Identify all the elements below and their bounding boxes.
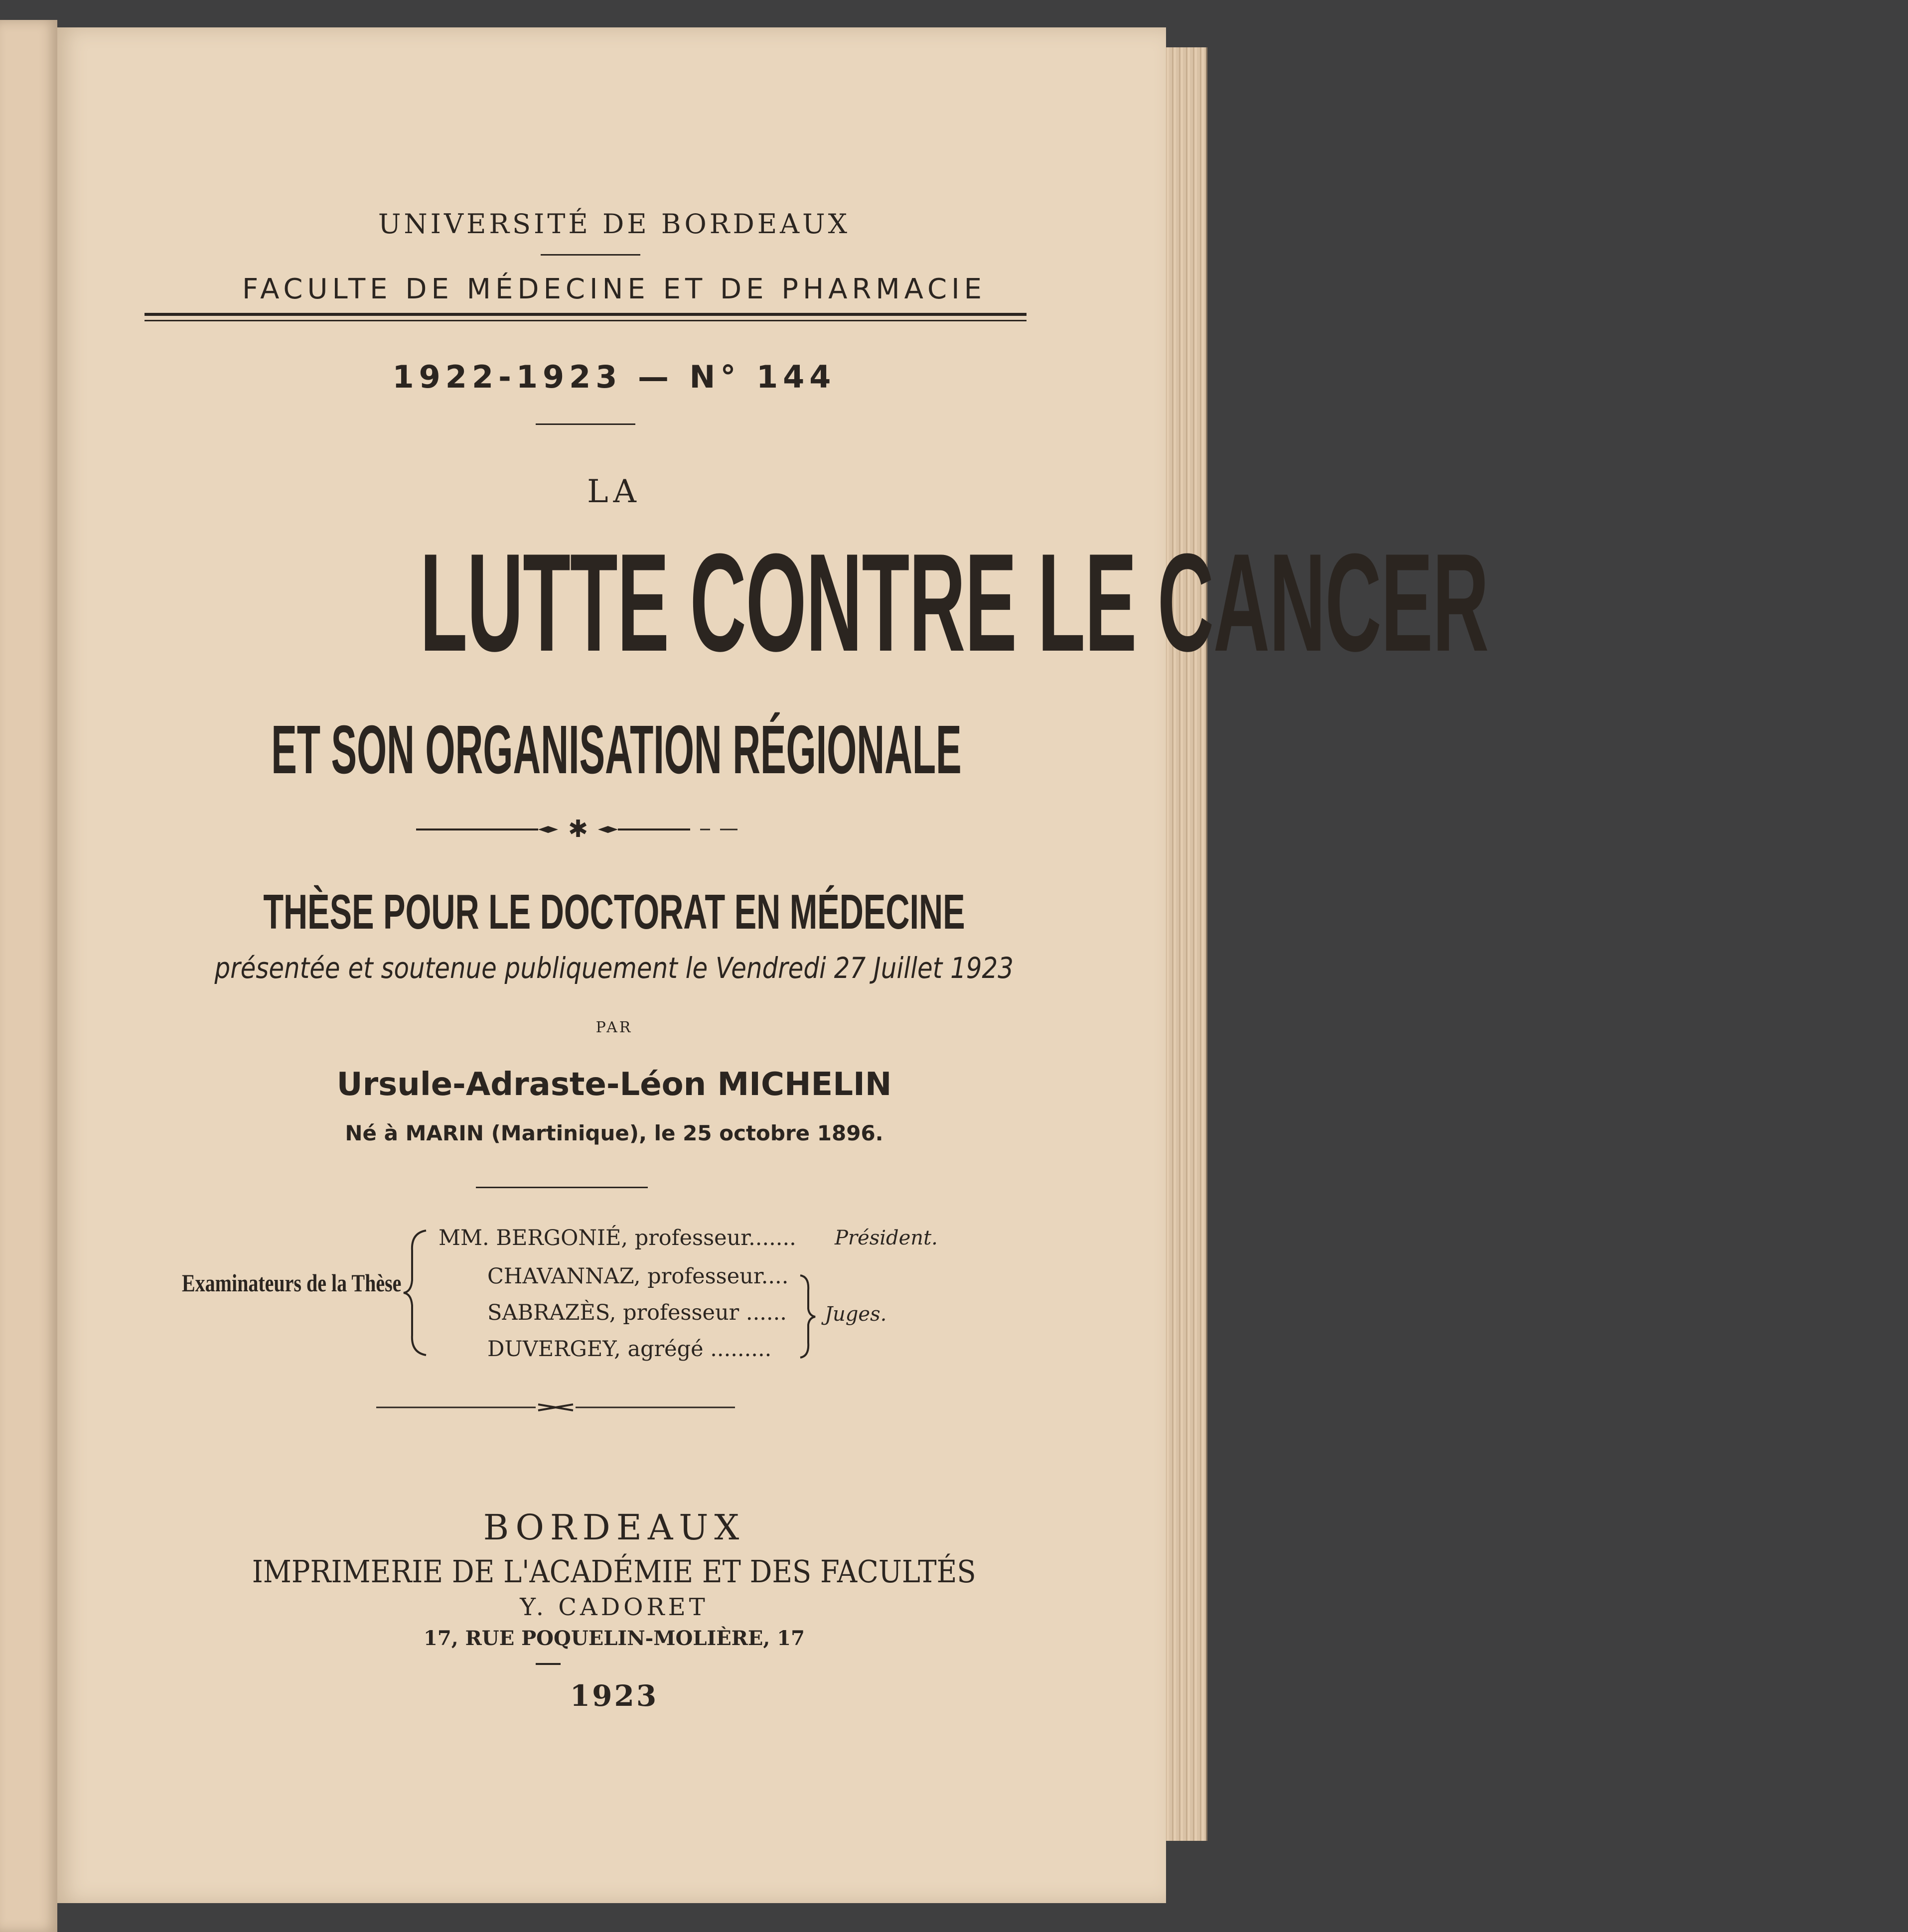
right-brace xyxy=(797,1273,817,1360)
examiner-row: DUVERGEY, agrégé ......... xyxy=(487,1337,772,1362)
author-birth: Né à MARIN (Martinique), le 25 octobre 1896. xyxy=(345,1121,883,1145)
issue-number: 1922-1923 — N° 144 xyxy=(392,359,836,395)
divider-double-bottom xyxy=(145,320,1027,321)
main-title: LUTTE CONTRE LE CANCER xyxy=(420,525,1488,681)
presented-wrap xyxy=(0,951,1228,985)
university-name: UNIVERSITÉ DE BORDEAUX xyxy=(378,208,851,240)
divider-tiny xyxy=(536,1663,561,1665)
divider-short-2 xyxy=(536,423,635,425)
divider-double-top xyxy=(145,313,1027,316)
president-role: Président. xyxy=(835,1227,938,1249)
examiner-row: CHAVANNAZ, professeur.... xyxy=(487,1264,789,1289)
examiner-row: MM. BERGONIÉ, professeur....... xyxy=(439,1226,796,1250)
thesis-heading: THÈSE POUR LE DOCTORAT EN MÉDECINE xyxy=(263,884,965,939)
ornament-divider-2 xyxy=(374,1397,737,1417)
subtitle-wrap xyxy=(0,712,1228,787)
examiners-label: Examinateurs de la Thèse xyxy=(182,1269,402,1297)
imprint-city: BORDEAUX xyxy=(483,1507,745,1548)
imprint-printer: IMPRIMERIE DE L'ACADÉMIE ET DES FACULTÉS xyxy=(252,1553,976,1590)
author-name: Ursule-Adraste-Léon MICHELIN xyxy=(336,1066,892,1103)
imprint-printer-wrap xyxy=(0,1552,1228,1592)
svg-text:✱: ✱ xyxy=(568,815,588,843)
imprint-address: 17, RUE POQUELIN-MOLIÈRE, 17 xyxy=(424,1627,805,1650)
imprint-owner: Y. CADORET xyxy=(520,1593,709,1621)
divider-examiners xyxy=(476,1187,648,1188)
judges-role: Juges. xyxy=(825,1303,887,1326)
by-label: PAR xyxy=(595,1019,633,1036)
ornament-divider xyxy=(414,817,742,842)
title-main-wrap xyxy=(0,525,1488,681)
subtitle: ET SON ORGANISATION RÉGIONALE xyxy=(271,711,962,788)
thesis-heading-wrap xyxy=(0,884,1228,939)
presentation-date: présentée et soutenue publiquement le Vendredi 27 Juillet 1923 xyxy=(214,951,1014,985)
faculty-name: FACULTE DE MÉDECINE ET DE PHARMACIE xyxy=(242,273,986,305)
imprint-year: 1923 xyxy=(570,1679,659,1713)
examiner-row: SABRAZÈS, professeur ...... xyxy=(487,1300,787,1325)
left-brace xyxy=(401,1228,431,1358)
divider-short xyxy=(541,254,640,256)
title-article: LA xyxy=(587,473,641,510)
